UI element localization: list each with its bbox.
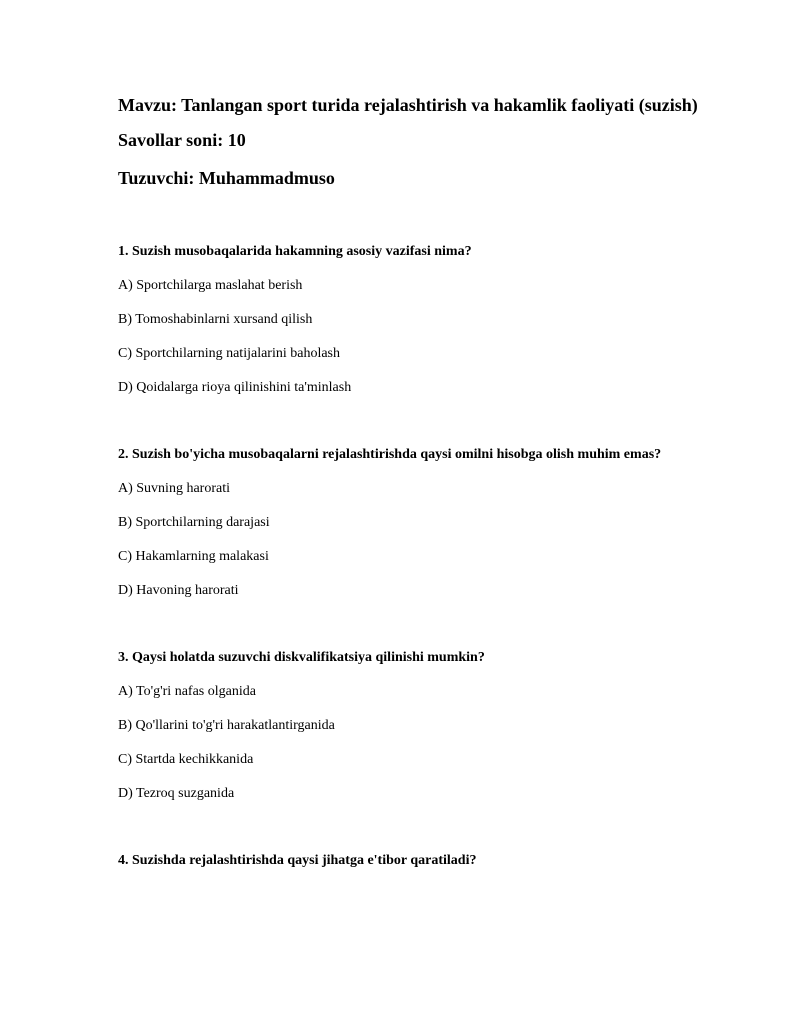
answer-option: A) Sportchilarga maslahat berish	[118, 278, 303, 293]
document-author: Tuzuvchi: Muhammadmuso	[118, 168, 335, 188]
answer-option: D) Tezroq suzganida	[118, 786, 235, 801]
question-text: 1. Suzish musobaqalarida hakamning asosiy vazifasi nima?	[118, 244, 472, 259]
document-title: Mavzu: Tanlangan sport turida rejalashtirish va hakamlik faoliyati (suzish)	[118, 95, 698, 115]
answer-option: B) Tomoshabinlarni xursand qilish	[118, 312, 313, 327]
answer-option: B) Sportchilarning darajasi	[118, 515, 270, 530]
question-text: 3. Qaysi holatda suzuvchi diskvalifikatsiya qilinishi mumkin?	[118, 650, 485, 665]
answer-option: C) Hakamlarning malakasi	[118, 549, 269, 564]
question-count: Savollar soni: 10	[118, 130, 246, 150]
question-text: 2. Suzish bo'yicha musobaqalarni rejalashtirishda qaysi omilni hisobga olish muhim emas?	[118, 447, 662, 462]
answer-option: D) Havoning harorati	[118, 583, 239, 598]
answer-option: A) Suvning harorati	[118, 481, 230, 496]
answer-option: B) Qo'llarini to'g'ri harakatlantirganida	[118, 718, 335, 733]
document-page	[118, 0, 698, 871]
question-text: 4. Suzishda rejalashtirishda qaysi jihatga e'tibor qaratiladi?	[118, 853, 477, 868]
question-block	[118, 444, 698, 601]
answer-option: A) To'g'ri nafas olganida	[118, 684, 256, 699]
question-block	[118, 647, 698, 804]
answer-option: C) Startda kechikkanida	[118, 752, 254, 767]
question-block	[118, 850, 698, 871]
question-block	[118, 241, 698, 398]
answer-option: C) Sportchilarning natijalarini baholash	[118, 346, 341, 361]
answer-option: D) Qoidalarga rioya qilinishini ta'minlash	[118, 380, 352, 395]
